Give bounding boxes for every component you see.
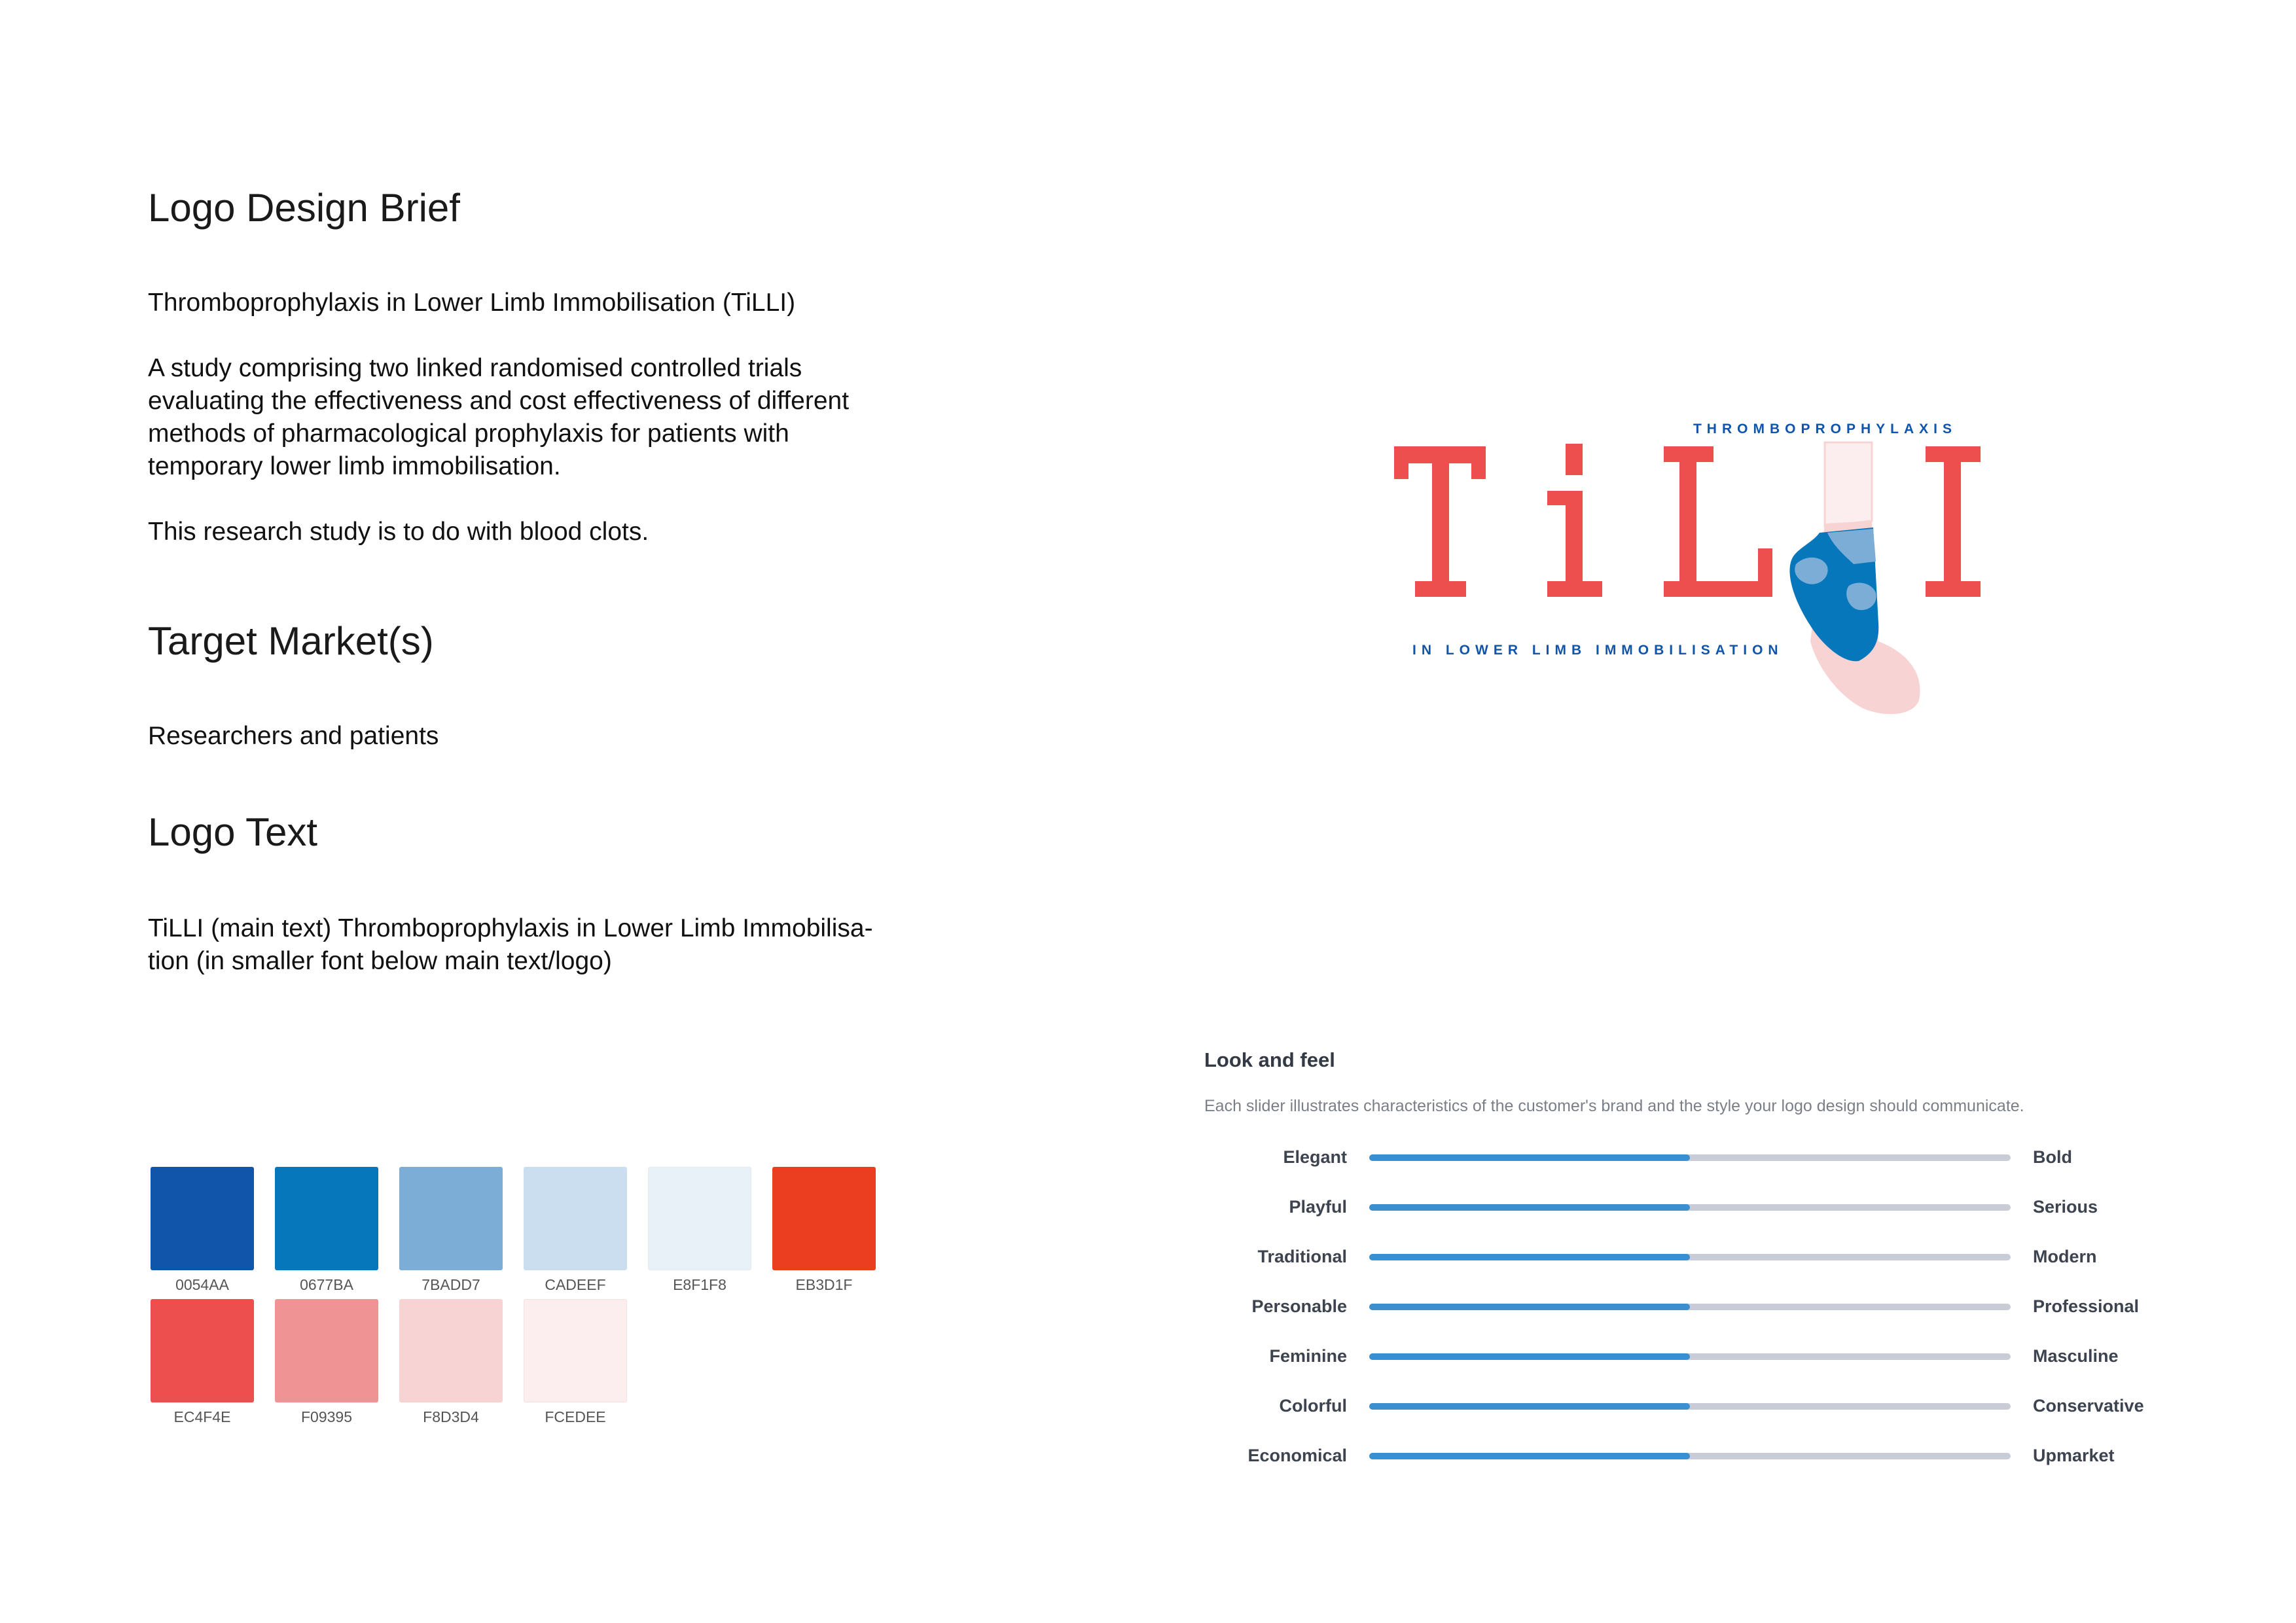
slider-right-label: Masculine (2033, 1346, 2119, 1366)
color-label: 0054AA (175, 1276, 229, 1293)
slider-left-label: Colorful (1279, 1396, 1347, 1416)
logo-bottom-text: IN LOWER LIMB IMMOBILISATION (1412, 643, 1784, 658)
description-line: temporary lower limb immobilisation. (148, 452, 561, 480)
description-line: methods of pharmacological prophylaxis for patients with (148, 419, 789, 448)
project-name: Thromboprophylaxis in Lower Limb Immobilisation (TiLLI) (148, 289, 796, 317)
look-and-feel-title: Look and feel (1204, 1048, 1335, 1071)
slider-right-label: Bold (2033, 1147, 2072, 1167)
slider-track[interactable] (1369, 1403, 2011, 1410)
color-swatch (151, 1299, 254, 1402)
target-market-heading: Target Market(s) (148, 619, 434, 663)
logo-letter-i-final (1926, 446, 1981, 597)
slider-fill (1369, 1154, 1690, 1161)
color-swatch (399, 1299, 503, 1402)
logo-letter-t (1394, 446, 1486, 597)
color-label: FCEDEE (545, 1408, 606, 1425)
color-swatch (275, 1299, 378, 1402)
slider-right-label: Serious (2033, 1197, 2098, 1217)
slider-track[interactable] (1369, 1154, 2011, 1161)
color-swatch (399, 1167, 503, 1270)
color-label: CADEEF (545, 1276, 606, 1293)
study-note: This research study is to do with blood clots. (148, 518, 649, 546)
description-line: A study comprising two linked randomised controlled trials (148, 354, 802, 382)
slider-fill (1369, 1453, 1690, 1459)
look-and-feel-subtitle: Each slider illustrates characteristics of the customer's brand and the style your logo design should communicate. (1204, 1097, 2024, 1115)
slider-track[interactable] (1369, 1304, 2011, 1310)
color-swatch (275, 1167, 378, 1270)
slider-track[interactable] (1369, 1204, 2011, 1211)
project-description (148, 352, 849, 483)
color-label: F8D3D4 (423, 1408, 479, 1425)
slider-fill (1369, 1254, 1690, 1260)
color-swatch (524, 1167, 627, 1270)
slider-track[interactable] (1369, 1453, 2011, 1459)
logo-text-line: TiLLI (main text) Thromboprophylaxis in Lower Limb Immobilisa- (148, 914, 873, 942)
leg-sock-illustration (1789, 442, 1920, 714)
description-line: evaluating the effectiveness and cost effectiveness of different (148, 387, 850, 415)
logo-top-text: THROMBOPROPHYLAXIS (1693, 421, 1957, 437)
slider-left-label: Personable (1251, 1296, 1347, 1316)
slider-fill (1369, 1204, 1690, 1211)
slider-left-label: Playful (1289, 1197, 1347, 1217)
slider-right-label: Upmarket (2033, 1446, 2115, 1465)
slider-left-label: Traditional (1257, 1247, 1347, 1266)
slider-right-label: Modern (2033, 1247, 2097, 1266)
logo-text-description (148, 912, 873, 978)
color-label: 0677BA (300, 1276, 353, 1293)
color-label: EB3D1F (795, 1276, 853, 1293)
color-label: 7BADD7 (422, 1276, 480, 1293)
slider-right-label: Conservative (2033, 1396, 2144, 1416)
color-swatch (524, 1299, 627, 1402)
slider-fill (1369, 1403, 1690, 1410)
brief-heading: Logo Design Brief (148, 186, 460, 230)
logo-text-heading: Logo Text (148, 810, 318, 854)
color-label: F09395 (300, 1408, 352, 1425)
slider-left-label: Elegant (1283, 1147, 1347, 1167)
slider-fill (1369, 1304, 1690, 1310)
logo-letter-i (1547, 444, 1602, 597)
slider-fill (1369, 1353, 1690, 1360)
logo-letter-l (1664, 446, 1772, 597)
tilli-logo (1361, 393, 2016, 733)
color-label: EC4F4E (173, 1408, 231, 1425)
color-swatch (648, 1167, 751, 1270)
target-market-text: Researchers and patients (148, 722, 439, 750)
slider-track[interactable] (1369, 1353, 2011, 1360)
slider-right-label: Professional (2033, 1296, 2140, 1316)
slider-track[interactable] (1369, 1254, 2011, 1260)
color-label: E8F1F8 (673, 1276, 726, 1293)
logo-text-line: tion (in smaller font below main text/logo) (148, 947, 612, 975)
color-swatch (772, 1167, 876, 1270)
slider-left-label: Feminine (1269, 1346, 1347, 1366)
color-swatch (151, 1167, 254, 1270)
slider-left-label: Economical (1247, 1446, 1347, 1465)
